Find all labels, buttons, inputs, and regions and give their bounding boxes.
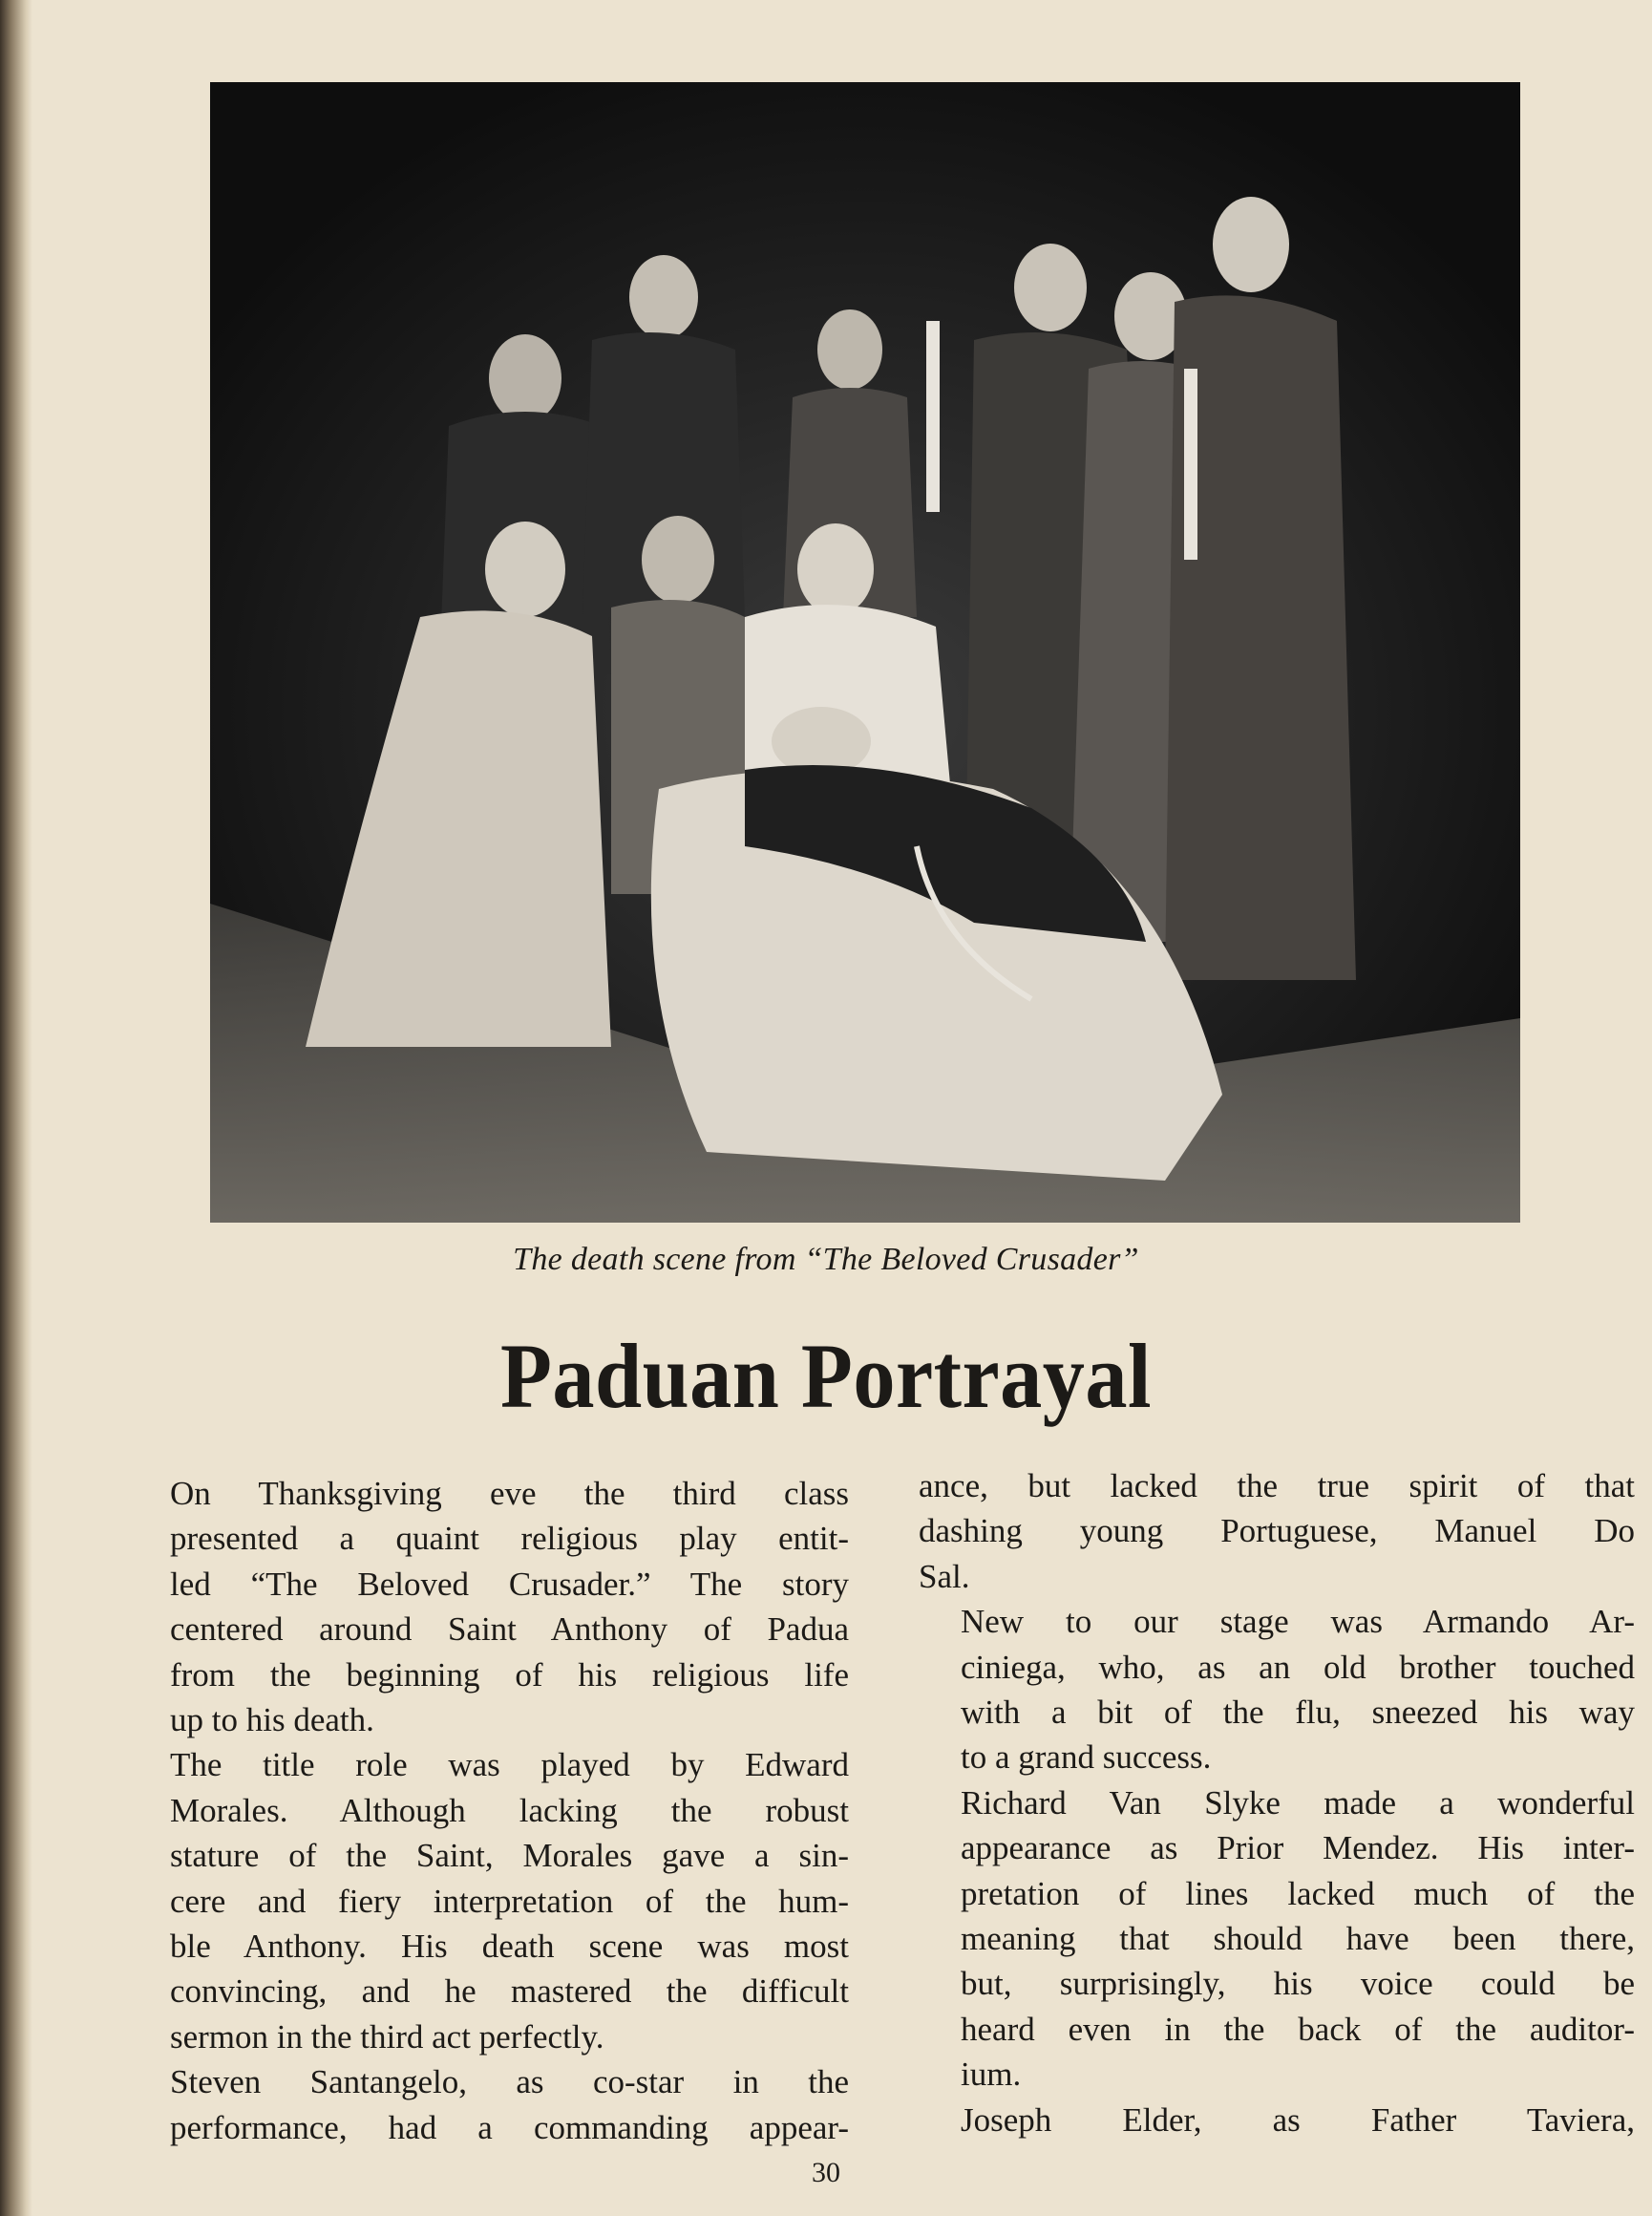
paragraph [128,1471,849,1742]
text-line: presented a quaint religious play entit- [170,1520,849,1558]
text-line: convincing, and he mastered the difficult [170,1972,849,2011]
text-line: ium. [961,2056,1022,2094]
text-line: On Thanksgiving eve the third class [170,1475,849,1512]
paragraph [919,1463,1635,1599]
text-line: up to his death. [170,1701,374,1739]
text-line: pretation of lines lacked much of the [961,1874,1635,1912]
paragraph [919,1780,1635,2098]
text-line: dashing young Portuguese, Manuel Do [919,1512,1635,1550]
text-line: Joseph Elder, as Father Taviera, [961,2100,1635,2139]
article-photo [210,82,1520,1223]
text-line: performance, had a commanding appear- [170,2108,849,2146]
text-line: cere and fiery interpretation of the hum- [170,1882,849,1920]
text-line: New to our stage was Armando Ar- [961,1603,1635,1641]
text-line: sermon in the third act perfectly. [170,2017,604,2056]
text-line: Steven Santangelo, as co-star in the [170,2063,849,2101]
text-line: stature of the Saint, Morales gave a sin- [170,1837,849,1875]
text-line: but, surprisingly, his voice could be [961,1965,1635,2003]
photo-caption: The death scene from “The Beloved Crusader” [513,1242,1139,1277]
text-line: to a grand success. [961,1738,1212,1777]
text-line: ciniega, who, as an old brother touched [961,1648,1635,1686]
paragraph [128,2059,849,2150]
text-line: ble Anthony. His death scene was most [170,1928,849,1966]
article-left-column [128,1471,849,2150]
text-line: appearance as Prior Mendez. His inter- [961,1829,1635,1867]
paragraph [919,1599,1635,1780]
page-binding-edge [0,0,32,2216]
paragraph [919,2098,1635,2142]
text-line: The title role was played by Edward [170,1746,849,1784]
text-line: heard even in the back of the auditor- [961,2010,1635,2048]
photo-illustration [210,82,1520,1223]
text-line: ance, but lacked the true spirit of that [919,1467,1635,1504]
article-title: Paduan Portrayal [499,1325,1153,1427]
text-line: led “The Beloved Crusader.” The story [170,1565,849,1603]
text-line: Sal. [919,1557,970,1595]
text-line: Morales. Although lacking the robust [170,1791,849,1829]
page-number: 30 [812,2157,840,2188]
text-line: with a bit of the flu, sneezed his way [961,1694,1635,1732]
text-line: centered around Saint Anthony of Padua [170,1610,849,1649]
text-line: Richard Van Slyke made a wonderful [961,1783,1635,1822]
article-right-column [919,1463,1635,2142]
text-line: meaning that should have been there, [961,1920,1635,1958]
text-line: from the beginning of his religious life [170,1655,849,1694]
paragraph [128,1742,849,2059]
